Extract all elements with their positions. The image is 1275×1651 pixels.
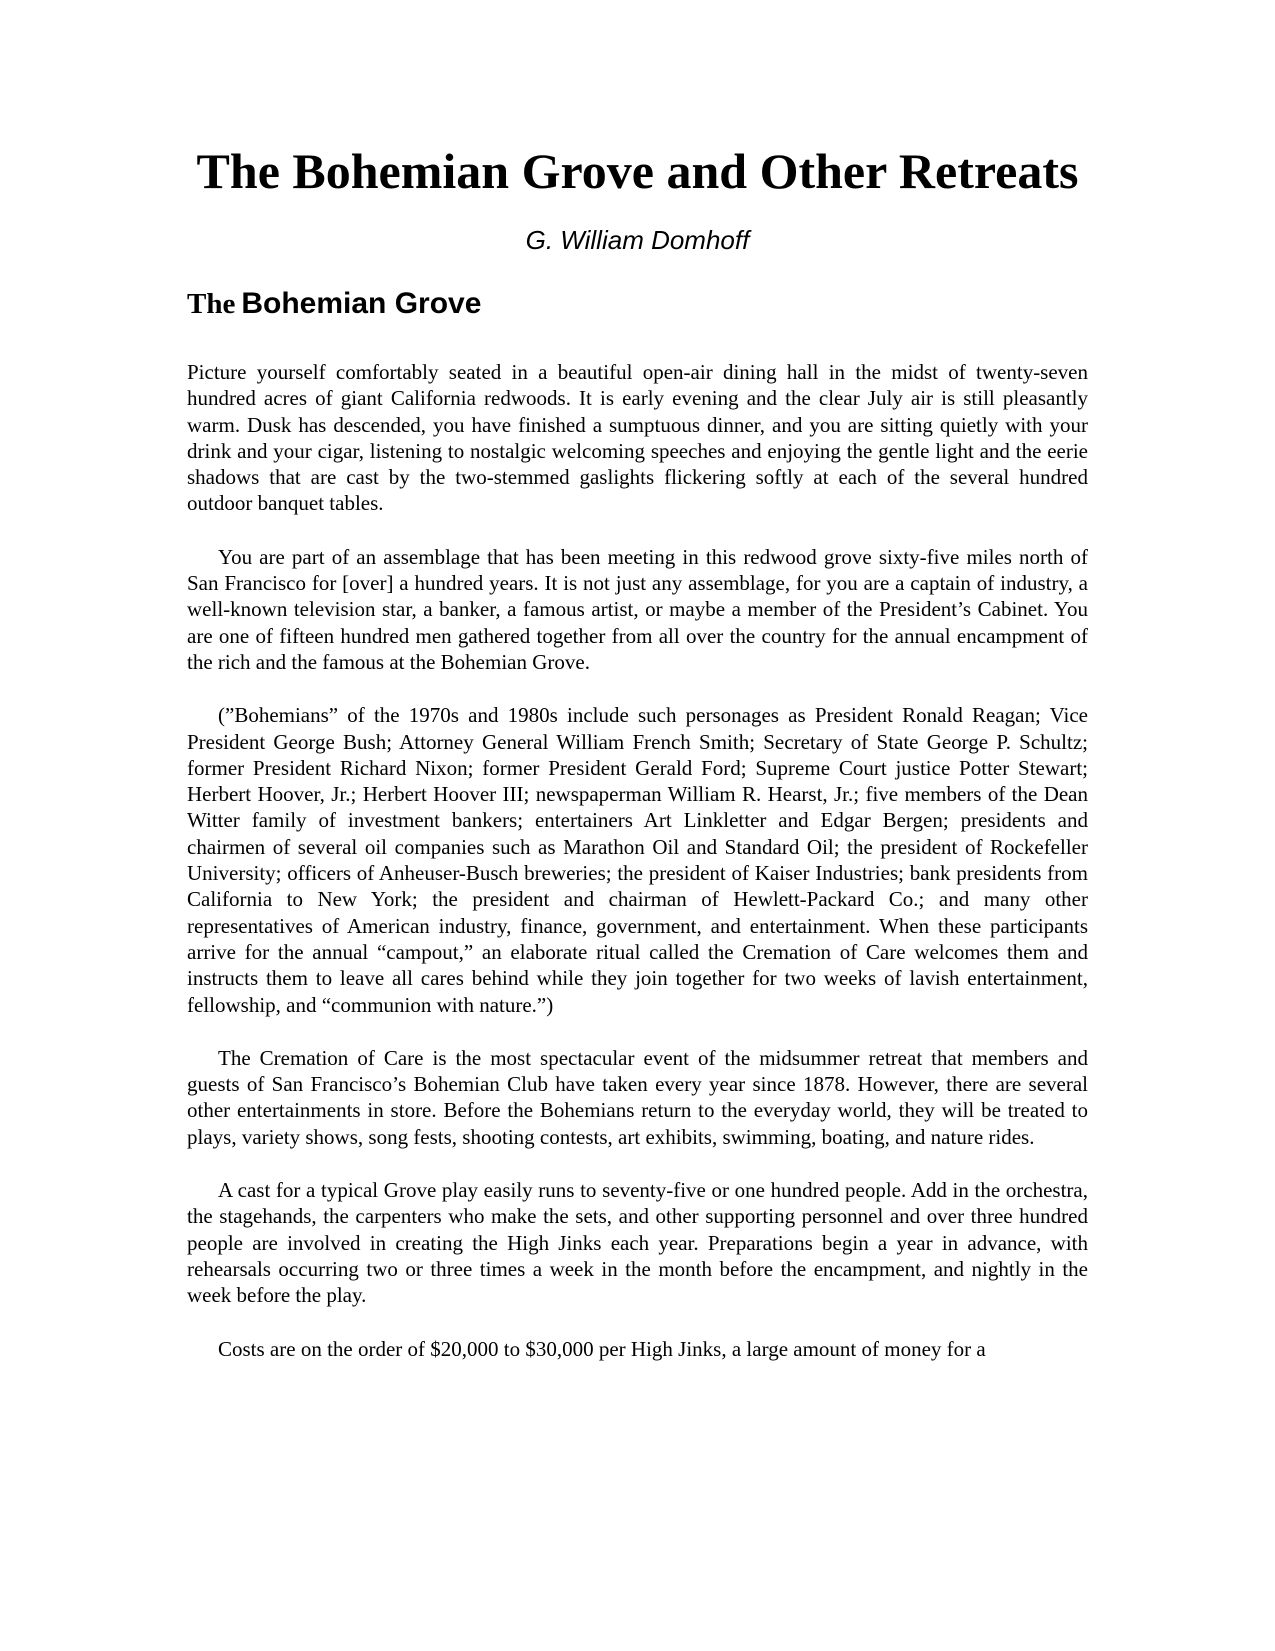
- paragraph-6: Costs are on the order of $20,000 to $30,000 per High Jinks, a large amount of money for a: [218, 1336, 986, 1361]
- section-heading: [187, 284, 1088, 326]
- body-text: [187, 359, 1088, 1362]
- section-heading-prefix: The: [187, 288, 236, 320]
- paragraph-1: Picture yourself comfortably seated in a beautiful open-air dining hall in the midst of twenty-seven hundred acres of giant California redwoods. It is early evening and the clear July air is still pleasantly warm. Dusk has descended, you have finished a sumptuous dinner, and you are sitting quietly with your drink and your cigar, listening to nostalgic welcoming speeches and enjoying the gentle light and the eerie shadows that are cast by the two-stemmed gaslights flickering softly at each of the several hundred outdoor banquet tables.: [187, 360, 1088, 516]
- section-heading-main: Bohemian Grove: [241, 287, 482, 320]
- paragraph-4: The Cremation of Care is the most spectacular event of the midsummer retreat that members and guests of San Francisco’s Bohemian Club have taken every year since 1878. However, there are several other entertainments in store. Before the Bohemians return to the everyday world, they will be treated to plays, variety shows, song fests, shooting contests, art exhibits, swimming, boating, and nature rides.: [187, 1045, 1088, 1149]
- paragraph-3: (”Bohemians” of the 1970s and 1980s include such personages as President Ronald Reagan; Vice President George Bush; Attorney General William French Smith; Secretary of State George P. Schultz; former President Richard Nixon; former President Gerald Ford; Supreme Court justice Potter Stewart; Herbert Hoover, Jr.; Herbert Hoover III; newspaperman William R. Hearst, Jr.; five members of the Dean Witter family of investment bankers; entertainers Art Linkletter and Edgar Bergen; presidents and chairmen of several oil companies such as Marathon Oil and Standard Oil; the president of Rockefeller University; officers of Anheuser-Busch breweries; the president of Kaiser Industries; bank presidents from California to New York; the president and chairman of Hewlett-Packard Co.; and many other representatives of American industry, finance, government, and entertainment. When these participants arrive for the annual “campout,” an elaborate ritual called the Cremation of Care welcomes them and instructs them to leave all cares behind while they join together for two weeks of lavish entertainment, fellowship, and “communion with nature.”): [187, 703, 1088, 1017]
- document-title: The Bohemian Grove and Other Retreats: [196, 143, 1079, 199]
- paragraph-2: You are part of an assemblage that has been meeting in this redwood grove sixty-five miles north of San Francisco for [over] a hundred years. It is not just any assemblage, for you are a captain of industry, a well-known television star, a banker, a famous artist, or maybe a member of the President’s Cabinet. You are one of fifteen hundred men gathered together from all over the country for the annual encampment of the rich and the famous at the Bohemian Grove.: [187, 544, 1088, 674]
- document-author: G. William Domhoff: [525, 225, 750, 255]
- page-content: [187, 140, 1088, 1389]
- paragraph-5: A cast for a typical Grove play easily runs to seventy-five or one hundred people. Add in the orchestra, the stagehands, the carpenters who make the sets, and other supporting personnel and over three hundred people are involved in creating the High Jinks each year. Preparations begin a year in advance, with rehearsals occurring two or three times a week in the month before the encampment, and nightly in the week before the play.: [187, 1178, 1088, 1308]
